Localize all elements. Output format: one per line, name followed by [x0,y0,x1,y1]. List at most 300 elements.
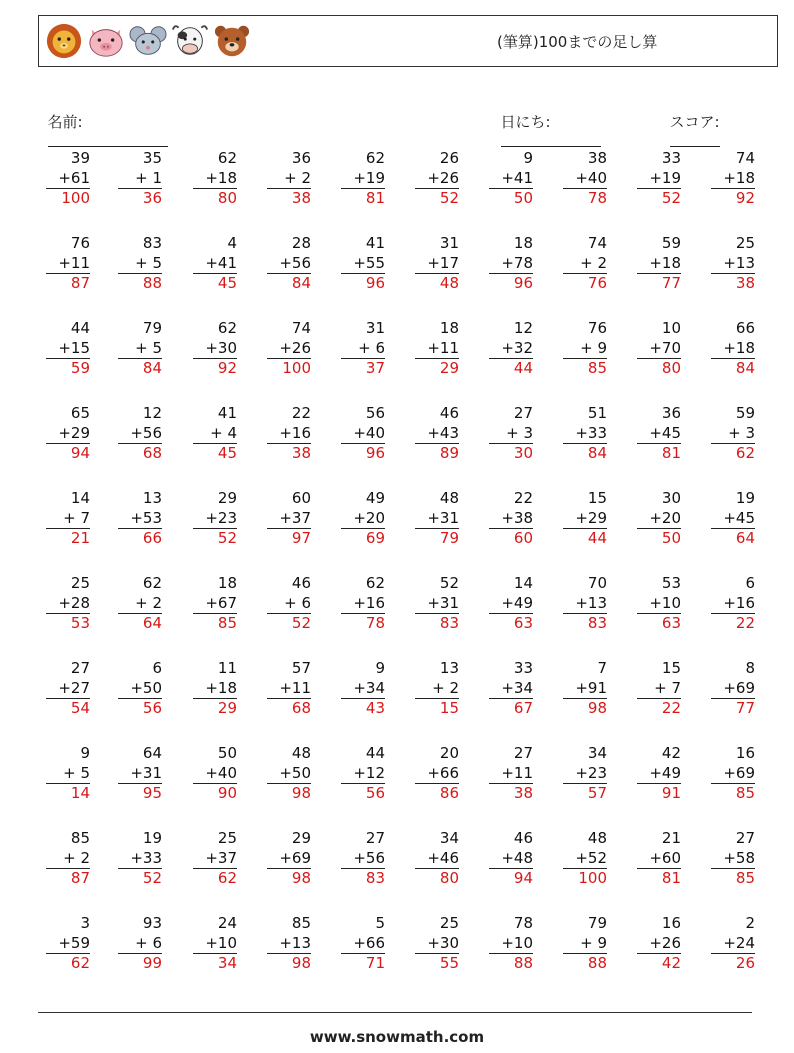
addend-bottom: +56 [353,848,385,867]
footer-divider [38,1012,752,1013]
addend-top: 6 [745,574,755,592]
addend-bottom: +34 [501,678,533,697]
answer: 89 [415,443,459,464]
addition-problem [489,914,533,974]
addition-problem [118,829,162,889]
addend-top: 22 [513,489,533,507]
addition-problem [193,149,237,209]
answer: 98 [267,953,311,974]
answer: 21 [46,528,90,549]
addend-bottom: +11 [58,253,90,272]
addend-top: 11 [217,659,237,677]
addend-bottom: +19 [353,168,385,187]
addition-problem [118,319,162,379]
answer: 56 [341,783,385,804]
addend-top: 27 [365,829,385,847]
addend-bottom: +60 [649,848,681,867]
addition-problem [489,829,533,889]
addition-problem [118,489,162,549]
addition-problem [711,659,755,719]
name-field[interactable] [38,93,168,151]
addend-bottom: +48 [501,848,533,867]
addend-bottom: +11 [279,678,311,697]
addend-bottom: + 2 [284,168,311,187]
answer: 100 [267,358,311,379]
addition-problem [118,574,162,634]
addend-bottom: + 4 [210,423,237,442]
answer: 68 [267,698,311,719]
addend-bottom: +18 [649,253,681,272]
answer: 50 [489,188,533,209]
addend-bottom: + 2 [432,678,459,697]
addend-top: 30 [661,489,681,507]
addend-top: 76 [587,319,607,337]
addend-bottom: +18 [723,168,755,187]
answer: 84 [711,358,755,379]
addition-problem [267,489,311,549]
addition-problem [563,149,607,209]
addition-problem [711,489,755,549]
addition-problem [637,234,681,294]
addend-top: 16 [661,914,681,932]
addition-problem [46,914,90,974]
worksheet-title: (筆算)100までの足し算 [497,33,658,51]
addition-problem [563,489,607,549]
addend-top: 76 [70,234,90,252]
answer: 67 [489,698,533,719]
addition-problem [637,489,681,549]
addend-top: 15 [587,489,607,507]
addend-bottom: + 6 [135,933,162,952]
addend-top: 16 [735,744,755,762]
addend-bottom: +20 [353,508,385,527]
answer: 62 [711,443,755,464]
addend-top: 56 [365,404,385,422]
answer: 52 [118,868,162,889]
answer: 38 [267,188,311,209]
addition-problem [711,914,755,974]
answer: 83 [341,868,385,889]
addition-problem [711,149,755,209]
addition-problem [46,149,90,209]
answer: 83 [563,613,607,634]
addend-top: 31 [439,234,459,252]
answer: 96 [341,273,385,294]
addend-bottom: +16 [279,423,311,442]
addition-problem [637,319,681,379]
addend-top: 70 [587,574,607,592]
addend-top: 57 [291,659,311,677]
addend-top: 64 [142,744,162,762]
score-blank[interactable] [670,132,720,147]
addend-bottom: +41 [205,253,237,272]
addend-bottom: +10 [205,933,237,952]
addend-bottom: +49 [501,593,533,612]
addend-top: 19 [735,489,755,507]
answer: 84 [118,358,162,379]
addend-top: 14 [70,489,90,507]
addend-top: 21 [661,829,681,847]
addend-top: 62 [142,574,162,592]
addition-problem [46,574,90,634]
header-box [38,15,778,67]
mouse-icon [129,21,167,61]
addition-problem [267,234,311,294]
answer: 99 [118,953,162,974]
addition-problem [118,744,162,804]
footer-url: www.snowmath.com [309,1028,485,1046]
addition-problem [341,234,385,294]
addend-top: 24 [217,914,237,932]
addition-problem [341,829,385,889]
addend-bottom: +66 [353,933,385,952]
addition-problem [267,829,311,889]
addition-problem [46,659,90,719]
addend-bottom: +61 [58,168,90,187]
addend-top: 36 [291,149,311,167]
answer: 77 [637,273,681,294]
addend-bottom: +46 [427,848,459,867]
answer: 77 [711,698,755,719]
addition-problem [637,829,681,889]
addend-top: 19 [142,829,162,847]
addition-problem [267,914,311,974]
answer: 85 [193,613,237,634]
addend-bottom: +37 [205,848,237,867]
addition-problem [46,489,90,549]
answer: 62 [193,868,237,889]
answer: 14 [46,783,90,804]
addend-top: 28 [291,234,311,252]
addend-top: 34 [587,744,607,762]
answer: 83 [415,613,459,634]
addend-bottom: + 6 [284,593,311,612]
addend-top: 27 [513,404,533,422]
addition-problem [415,404,459,464]
addend-top: 46 [439,404,459,422]
addend-top: 5 [375,914,385,932]
addend-bottom: +13 [575,593,607,612]
answer: 87 [46,273,90,294]
addend-bottom: + 5 [135,338,162,357]
addend-bottom: +34 [353,678,385,697]
addend-top: 48 [587,829,607,847]
addend-top: 4 [227,234,237,252]
answer: 92 [193,358,237,379]
answer: 88 [563,953,607,974]
addend-bottom: +23 [575,763,607,782]
addition-problem [341,914,385,974]
pig-icon [87,21,125,61]
addend-top: 9 [375,659,385,677]
addend-bottom: +26 [279,338,311,357]
addend-top: 18 [513,234,533,252]
answer: 52 [267,613,311,634]
date-blank[interactable] [501,132,601,147]
addend-top: 12 [513,319,533,337]
addend-bottom: +56 [279,253,311,272]
addend-bottom: + 3 [506,423,533,442]
answer: 60 [489,528,533,549]
addend-bottom: +40 [353,423,385,442]
answer: 42 [637,953,681,974]
animal-icons [45,21,251,61]
addition-problem [415,234,459,294]
addend-top: 35 [142,149,162,167]
answer: 29 [415,358,459,379]
addend-bottom: + 1 [135,168,162,187]
answer: 63 [637,613,681,634]
answer: 87 [46,868,90,889]
answer: 64 [118,613,162,634]
addend-bottom: +78 [501,253,533,272]
addition-problem [118,234,162,294]
answer: 29 [193,698,237,719]
addition-problem [118,914,162,974]
addition-problem [563,234,607,294]
answer: 34 [193,953,237,974]
name-blank[interactable] [48,132,168,147]
addition-problem [46,744,90,804]
addition-problem [489,489,533,549]
addition-problem [46,829,90,889]
addend-bottom: +15 [58,338,90,357]
addition-problem [341,744,385,804]
answer: 53 [46,613,90,634]
answer: 94 [489,868,533,889]
addend-bottom: +49 [649,763,681,782]
name-label: 名前: [47,113,83,131]
addend-top: 27 [735,829,755,847]
addend-bottom: + 7 [654,678,681,697]
addition-problem [415,574,459,634]
addend-top: 34 [439,829,459,847]
addend-top: 9 [80,744,90,762]
addend-top: 15 [661,659,681,677]
addend-bottom: + 7 [63,508,90,527]
addend-top: 27 [513,744,533,762]
addend-top: 18 [217,574,237,592]
addition-problem [415,149,459,209]
addend-top: 13 [439,659,459,677]
answer: 59 [46,358,90,379]
addend-top: 48 [291,744,311,762]
addend-top: 33 [661,149,681,167]
addend-top: 85 [291,914,311,932]
addition-problem [415,659,459,719]
score-label: スコア: [669,113,720,131]
addend-bottom: + 2 [63,848,90,867]
answer: 52 [637,188,681,209]
addend-bottom: +12 [353,763,385,782]
addend-bottom: +10 [501,933,533,952]
answer: 57 [563,783,607,804]
addend-top: 8 [745,659,755,677]
addend-top: 51 [587,404,607,422]
addend-top: 74 [587,234,607,252]
addition-problem [193,744,237,804]
addend-bottom: + 3 [728,423,755,442]
addend-top: 31 [365,319,385,337]
answer: 54 [46,698,90,719]
answer: 66 [118,528,162,549]
addend-bottom: +33 [575,423,607,442]
addend-bottom: +32 [501,338,533,357]
addend-top: 38 [587,149,607,167]
addend-top: 29 [217,489,237,507]
addend-top: 93 [142,914,162,932]
addition-problem [711,744,755,804]
addend-bottom: +13 [723,253,755,272]
addend-bottom: +29 [575,508,607,527]
addition-problem [267,659,311,719]
answer: 55 [415,953,459,974]
answer: 80 [193,188,237,209]
addend-top: 41 [365,234,385,252]
addend-bottom: +38 [501,508,533,527]
addition-problem [341,489,385,549]
answer: 30 [489,443,533,464]
addend-top: 14 [513,574,533,592]
addition-problem [711,319,755,379]
addend-top: 83 [142,234,162,252]
addition-problem [415,744,459,804]
addend-bottom: +31 [427,508,459,527]
answer: 91 [637,783,681,804]
addend-bottom: +31 [130,763,162,782]
addend-bottom: +30 [205,338,237,357]
answer: 37 [341,358,385,379]
addend-top: 79 [587,914,607,932]
addition-problem [563,829,607,889]
addition-problem [637,574,681,634]
addend-top: 62 [365,574,385,592]
date-label: 日にち: [500,113,551,131]
addition-problem [489,574,533,634]
answer: 69 [341,528,385,549]
addend-top: 62 [217,319,237,337]
answer: 85 [563,358,607,379]
addend-bottom: +10 [649,593,681,612]
addend-bottom: +30 [427,933,459,952]
addend-bottom: +37 [279,508,311,527]
answer: 71 [341,953,385,974]
addend-bottom: +11 [427,338,459,357]
addend-bottom: +29 [58,423,90,442]
addend-top: 6 [152,659,162,677]
addition-problem [267,574,311,634]
addend-top: 46 [291,574,311,592]
answer: 96 [341,443,385,464]
addend-bottom: +56 [130,423,162,442]
addition-problem [341,404,385,464]
addend-bottom: + 6 [358,338,385,357]
addend-top: 7 [597,659,607,677]
addend-bottom: + 2 [135,593,162,612]
answer: 92 [711,188,755,209]
answer: 84 [563,443,607,464]
addition-problem [193,914,237,974]
answer: 44 [563,528,607,549]
addend-top: 10 [661,319,681,337]
score-field[interactable] [660,93,720,151]
addend-bottom: +55 [353,253,385,272]
addition-problem [637,404,681,464]
addition-problem [415,489,459,549]
addend-top: 65 [70,404,90,422]
addend-top: 66 [735,319,755,337]
addition-problem [118,149,162,209]
answer: 95 [118,783,162,804]
addend-bottom: +11 [501,763,533,782]
answer: 63 [489,613,533,634]
addend-bottom: +17 [427,253,459,272]
addend-top: 48 [439,489,459,507]
addend-bottom: +67 [205,593,237,612]
answer: 88 [489,953,533,974]
addend-bottom: +18 [205,168,237,187]
answer: 88 [118,273,162,294]
addend-top: 78 [513,914,533,932]
addition-problem [563,319,607,379]
addend-top: 49 [365,489,385,507]
addition-problem [637,149,681,209]
addition-problem [193,319,237,379]
addend-top: 52 [439,574,459,592]
addition-problem [267,149,311,209]
addition-problem [267,319,311,379]
addend-bottom: +31 [427,593,459,612]
addition-problem [711,829,755,889]
addend-top: 42 [661,744,681,762]
date-field[interactable] [491,93,601,151]
answer: 22 [637,698,681,719]
answer: 81 [341,188,385,209]
addend-top: 20 [439,744,459,762]
addition-problem [489,404,533,464]
addition-problem [193,234,237,294]
addend-bottom: + 2 [580,253,607,272]
answer: 44 [489,358,533,379]
answer: 97 [267,528,311,549]
addend-top: 74 [735,149,755,167]
answer: 94 [46,443,90,464]
addend-top: 85 [70,829,90,847]
addition-problem [193,489,237,549]
addition-problem [341,659,385,719]
addend-bottom: +69 [279,848,311,867]
addend-top: 9 [523,149,533,167]
addend-bottom: + 5 [135,253,162,272]
addend-bottom: + 5 [63,763,90,782]
addend-top: 25 [217,829,237,847]
addition-problem [563,914,607,974]
answer: 22 [711,613,755,634]
addition-problem [563,574,607,634]
addition-problem [637,744,681,804]
addition-problem [711,234,755,294]
addition-problem [415,319,459,379]
addition-problem [489,744,533,804]
addend-top: 2 [745,914,755,932]
answer: 79 [415,528,459,549]
addition-problem [415,914,459,974]
addend-top: 50 [217,744,237,762]
addend-bottom: +16 [723,593,755,612]
addend-top: 60 [291,489,311,507]
addition-problem [267,744,311,804]
answer: 50 [637,528,681,549]
